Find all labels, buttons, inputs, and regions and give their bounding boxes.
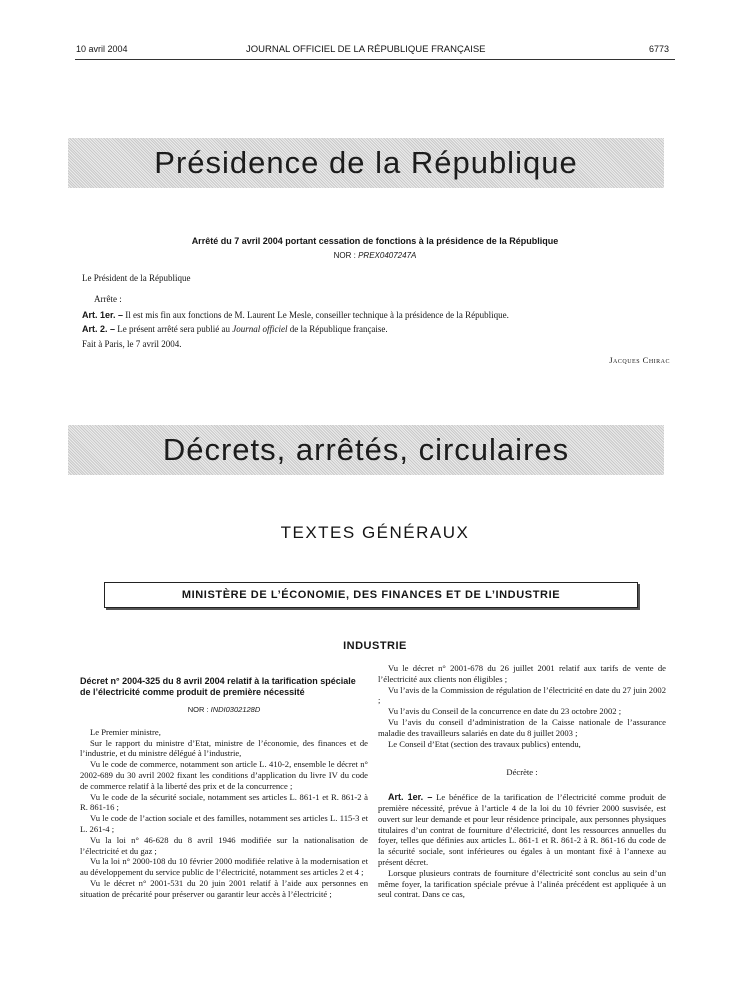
section-heading: INDUSTRIE	[343, 640, 407, 652]
banner-presidence	[68, 138, 664, 188]
textes-generaux-heading: TEXTES GÉNÉRAUX	[280, 523, 470, 542]
ministere-title: MINISTÈRE DE L’ÉCONOMIE, DES FINANCES ET DE L’INDUSTRIE	[181, 589, 561, 601]
header-journal: JOURNAL OFFICIEL DE LA RÉPUBLIQUE FRANÇAISE	[246, 44, 486, 55]
decret-visa: Vu le code de commerce, notamment son article L. 410-2, ensemble le décret n° 2002-689 du 30 avril 2002 fixant les conditions d’application du livre IV du code de commerce relatif à la liberté des prix et de la concurrence ;	[80, 759, 368, 791]
arrete-art1-label: Art. 1er. –	[82, 310, 124, 320]
decret-art1-paragraph-2: Lorsque plusieurs contrats de fourniture d’électricité sont conclus au sein d’un même foyer, la tarification spéciale prévue à l’alinéa précédent est appliquée à un seul contrat. Dans ce cas,	[378, 867, 666, 900]
decret-visa: Vu le code de l’action sociale et des familles, notamment ses articles L. 115-3 et L. 261-4 ;	[80, 813, 368, 834]
arrete-nor-label: NOR :	[333, 251, 359, 260]
arrete-fait: Fait à Paris, le 7 avril 2004.	[82, 339, 182, 349]
decret-visa: Vu le décret n° 2001-531 du 20 juin 2001 relatif à l’aide aux personnes en situation de précarité pour préserver ou garantir leur accès à l’électricité ;	[80, 877, 368, 899]
decret-visa: Le Conseil d’Etat (section des travaux publics) entendu,	[388, 738, 581, 749]
header-rule	[75, 59, 675, 60]
arrete-art2-label: Art. 2. –	[82, 324, 116, 334]
ministere-box	[104, 582, 638, 608]
banner-decrets-title: Décrets, arrêtés, circulaires	[162, 432, 570, 467]
decret-visa: Vu la loi n° 2000-108 du 10 février 2000 modifiée relative à la modernisation et au développement du service public de l’électricité, notamment ses articles 2 et 4 ;	[80, 856, 368, 878]
arrete-art2-journal: Journal officiel	[232, 324, 288, 334]
decret-visa: Vu l’avis du conseil d’administration de la Caisse nationale de l’assurance maladie des travailleurs salariés en date du 8 juillet 2003 ;	[378, 716, 666, 738]
arrete-title: Arrêté du 7 avril 2004 portant cessation de fonctions à la présidence de la République	[191, 236, 559, 246]
arrete-article-2	[82, 323, 682, 335]
arrete-intro: Le Président de la République	[82, 273, 191, 283]
arrete-art2-text-b: de la République française.	[289, 324, 388, 334]
header-date: 10 avril 2004	[76, 44, 128, 54]
decret-art1-text: Le bénéfice de la tarification de l’électricité comme produit de première nécessité, prévue à l’article 4 de la loi du 10 février 2000 susvisée, est ouvert sur leur demande et pour leur résidence principale, aux personnes physiques titulaires d’un contrat de fourniture d’électricité, dont les ressources annuelles du foyer, telles que définies aux articles L. 861-1 et R. 861-2 à R. 861-16 du code de la sécurité sociale, sont inférieures ou égales à un montant fixé à l’annexe au présent décret.	[378, 792, 666, 867]
arrete-art1-text: Il est mis fin aux fonctions de M. Laurent Le Mesle, conseiller technique à la présidence de la République.	[125, 310, 509, 320]
decret-visa: Vu l’avis de la Commission de régulation de l’électricité en date du 27 juin 2002 ;	[378, 684, 666, 706]
decret-nor	[80, 705, 368, 716]
arrete-nor	[75, 251, 675, 260]
decret-art1-label: Art. 1er. –	[388, 792, 433, 803]
header-page-number: 6773	[649, 44, 670, 54]
decret-visa: Vu l’avis du Conseil de la concurrence en date du 23 octobre 2002 ;	[388, 706, 622, 717]
decret-visa: Le Premier ministre,	[90, 726, 161, 737]
decret-title: Décret n° 2004-325 du 8 avril 2004 relatif à la tarification spéciale de l’électricité comme produit de première nécessité	[80, 676, 356, 697]
decret-decrete: Décrète :	[506, 767, 538, 778]
arrete-article-1	[82, 309, 682, 321]
decret-visa: Vu le code de la sécurité sociale, notamment ses articles L. 861-1 et R. 861-2 à R. 861-16 ;	[80, 791, 368, 813]
decret-visa: Vu le décret n° 2001-678 du 26 juillet 2001 relatif aux tarifs de vente de l’électricité aux clients non éligibles ;	[378, 663, 666, 684]
banner-decrets	[68, 425, 664, 475]
decret-nor-code: INDI0302128D	[210, 705, 261, 714]
arrete-nor-code: PREX0407247A	[358, 251, 417, 260]
arrete-art2-text-a: Le présent arrêté sera publié au	[117, 324, 230, 334]
decret-article-1	[378, 792, 666, 868]
arrete-signature: Jacques Chirac	[609, 355, 670, 365]
banner-presidence-title: Présidence de la République	[154, 145, 578, 180]
decret-left-column	[80, 676, 368, 900]
arrete-verb: Arrête :	[94, 294, 122, 304]
decret-visa: Vu la loi n° 46-628 du 8 avril 1946 modifiée sur la nationalisation de l’électricité et du gaz ;	[80, 834, 368, 856]
decret-visa: Sur le rapport du ministre d’Etat, ministre de l’économie, des finances et de l’industrie, et du ministre délégué à l’industrie,	[80, 737, 368, 759]
decret-right-column	[378, 663, 666, 900]
decret-nor-label: NOR :	[187, 705, 211, 714]
